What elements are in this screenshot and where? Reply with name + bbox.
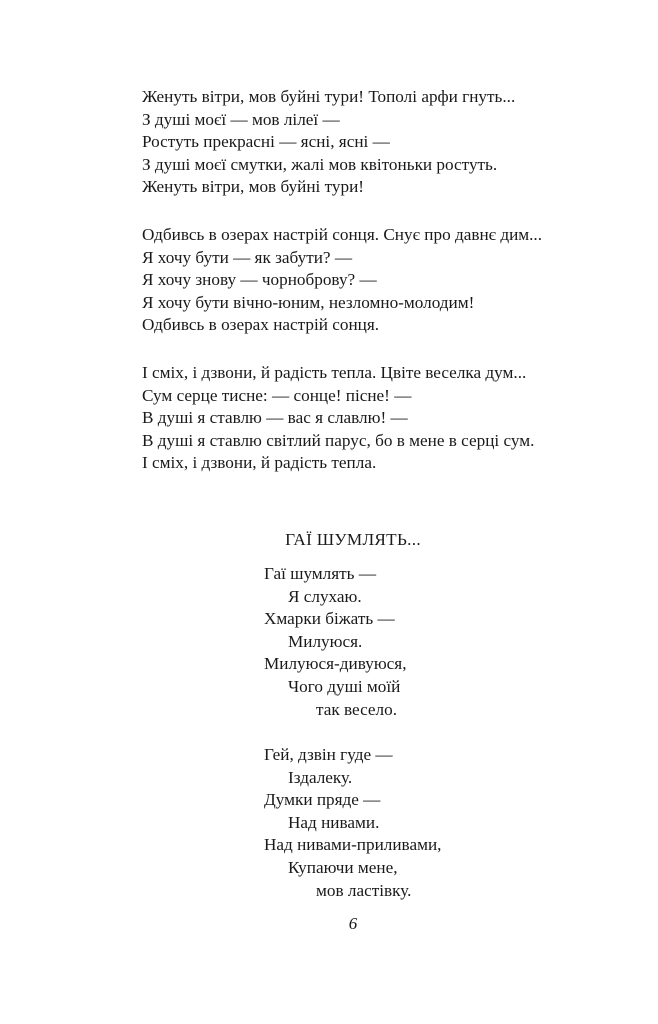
poem-line: Іздалеку. xyxy=(288,767,353,787)
poem-line: Я хочу знову — чорноброву? — xyxy=(142,270,377,289)
poem-line: Хмарки біжать — xyxy=(264,609,395,629)
poem-line: Ростуть прекрасні — ясні, ясні — xyxy=(142,132,390,151)
poem-line: І сміх, і дзвони, й радість тепла. Цвіте веселка дум... xyxy=(142,363,527,382)
poem-line: Женуть вітри, мов буйні тури! Тополі арфи гнуть... xyxy=(142,87,516,106)
poem-line: Я хочу бути вічно-юним, незломно-молодим! xyxy=(142,292,475,312)
poem-line: Думки пряде — xyxy=(264,790,381,810)
poem-line: Гаї шумлять — xyxy=(264,564,377,583)
poem-line: Женуть вітри, мов буйні тури! xyxy=(142,177,365,196)
page-number: 6 xyxy=(348,914,358,933)
poem2-stanza-1 xyxy=(264,563,407,721)
poem1-stanza-1 xyxy=(142,86,515,199)
poem1-stanza-3 xyxy=(142,362,534,475)
poem-line: Милуюся-дивуюся, xyxy=(264,654,407,674)
poem2-stanza-2 xyxy=(264,744,441,902)
poem-line: І сміх, і дзвони, й радість тепла. xyxy=(142,453,377,472)
poem-line: Над нивами. xyxy=(288,812,380,832)
poem-title: ГАЇ ШУМЛЯТЬ... xyxy=(285,530,421,549)
poem-line: Купаючи мене, xyxy=(288,857,398,877)
poem-line: Одбивсь в озерах настрій сонця. xyxy=(142,315,380,334)
poem1-stanza-2 xyxy=(142,224,542,337)
poem-line: так весело. xyxy=(316,699,398,719)
poem-line: Одбивсь в озерах настрій сонця. Снує про давнє дим... xyxy=(142,225,543,244)
poem-line: Я хочу бути — як забути? — xyxy=(142,247,353,267)
poem-line: Милуюся. xyxy=(288,631,363,651)
poem-line: З душі моєї — мов лілеї — xyxy=(142,109,340,129)
poem-line: Сум серце тисне: — сонце! пісне! — xyxy=(142,385,412,405)
poem-line: Я слухаю. xyxy=(288,586,362,606)
poem-line: В душі я ставлю — вас я славлю! — xyxy=(142,408,408,427)
poem-line: З душі моєї смутки, жалі мов квітоньки ростуть. xyxy=(142,154,498,174)
poem-line: В душі я ставлю світлий парус, бо в мене в серці сум. xyxy=(142,430,535,450)
poem-line: Гей, дзвін гуде — xyxy=(264,745,393,764)
poem-line: мов ластівку. xyxy=(316,880,412,900)
poem-line: Над нивами-приливами, xyxy=(264,835,442,855)
poem-line: Чого душі моїй xyxy=(288,676,401,696)
